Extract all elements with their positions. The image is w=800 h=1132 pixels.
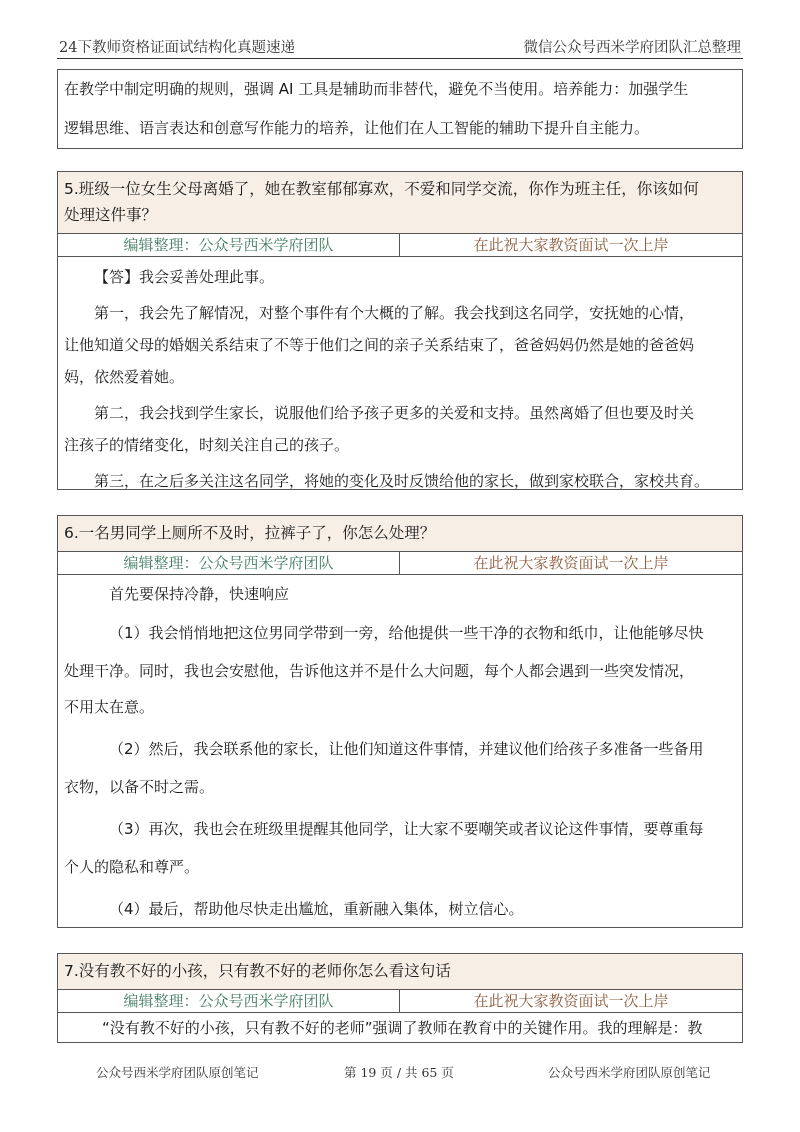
answer-line: 妈，依然爱着她。 [64,368,185,386]
editor-credit: 编辑整理：公众号西米学府团队 [58,552,400,574]
answer-line: （3）再次，我也会在班级里提醒其他同学，让大家不要嘲笑或者议论这件事情，要尊重每 [109,820,704,838]
editor-credit: 编辑整理：公众号西米学府团队 [58,234,400,256]
question-6-answer [58,575,742,922]
credit-row [58,552,742,575]
answer-line: 不用太在意。 [64,698,155,716]
wish-credit: 在此祝大家教资面试一次上岸 [473,992,669,1010]
question-5-answer [58,257,742,494]
answer-line: 处理干净。同时，我也会安慰他，告诉他这并不是什么大问题，每个人都会遇到一些突发情况， [64,662,695,680]
page-footer [0,1063,800,1083]
question-5-box [57,171,743,490]
answer-line: 衣物，以备不时之需。 [64,778,215,796]
question-5-title [58,172,742,234]
answer-line: 第一，我会先了解情况，对整个事件有个大概的了解。我会找到这名同学，安抚她的心情， [94,304,695,322]
page-number: 第 19 页 / 共 65 页 [344,1065,454,1080]
credit-row [58,234,742,257]
question-7-title [58,954,742,990]
answer-line: 首先要保持冷静，快速响应 [109,585,290,603]
answer-line: （4）最后，帮助他尽快走出尴尬，重新融入集体，树立信心。 [109,900,524,918]
credit-row [58,990,742,1013]
question-7-box [57,953,743,1043]
question-6-box [57,515,743,928]
question-line: 处理这件事？ [64,206,158,224]
prev-answer-line: 在教学中制定明确的规则，强调 AI 工具是辅助而非替代，避免不当使用。培养能力：加强学生 [64,80,689,98]
wish-credit: 在此祝大家教资面试一次上岸 [473,236,669,254]
answer-line: （2）然后，我会联系他的家长，让他们知道这件事情，并建议他们给孩子多准备一些备用 [109,740,704,758]
page-header [57,36,743,59]
answer-line: 【答】我会妥善处理此事。 [94,268,275,286]
answer-line: 个人的隐私和尊严。 [64,858,200,876]
header-title: 24下教师资格证面试结构化真题速递 [59,40,295,56]
wish-credit: 在此祝大家教资面试一次上岸 [473,554,669,572]
footer-right: 公众号西米学府团队原创笔记 [548,1065,711,1080]
question-6-title [58,516,742,552]
question-line: 6.一名男同学上厕所不及时，拉裤子了，你怎么处理？ [64,524,436,542]
prev-answer-box [57,69,743,149]
answer-line: “没有教不好的小孩，只有教不好的老师”强调了教师在教育中的关键作用。我的理解是：教 [102,1019,703,1037]
answer-line: 注孩子的情绪变化，时刻关注自己的孩子。 [64,436,350,454]
header-source: 微信公众号西米学府团队汇总整理 [523,40,741,56]
answer-line: 第二，我会找到学生家长，说服他们给予孩子更多的关爱和支持。虽然离婚了但也要及时关 [94,404,695,422]
question-7-answer [58,1013,742,1041]
question-line: 7.没有教不好的小孩，只有教不好的老师你怎么看这句话 [64,962,451,980]
footer-left: 公众号西米学府团队原创笔记 [96,1065,259,1080]
answer-line: 让他知道父母的婚姻关系结束了不等于他们之间的亲子关系结束了，爸爸妈妈仍然是她的爸爸妈 [64,336,695,354]
answer-line: （1）我会悄悄地把这位男同学带到一旁，给他提供一些干净的衣物和纸巾，让他能够尽快 [109,624,704,642]
answer-line: 第三，在之后多关注这名同学，将她的变化及时反馈给他的家长，做到家校联合，家校共育。 [94,472,710,490]
prev-answer-line: 逻辑思维、语言表达和创意写作能力的培养，让他们在人工智能的辅助下提升自主能力。 [64,119,650,137]
editor-credit: 编辑整理：公众号西米学府团队 [58,990,400,1012]
question-line: 5.班级一位女生父母离婚了，她在教室郁郁寡欢，不爱和同学交流，你作为班主任，你该如何 [64,180,699,198]
